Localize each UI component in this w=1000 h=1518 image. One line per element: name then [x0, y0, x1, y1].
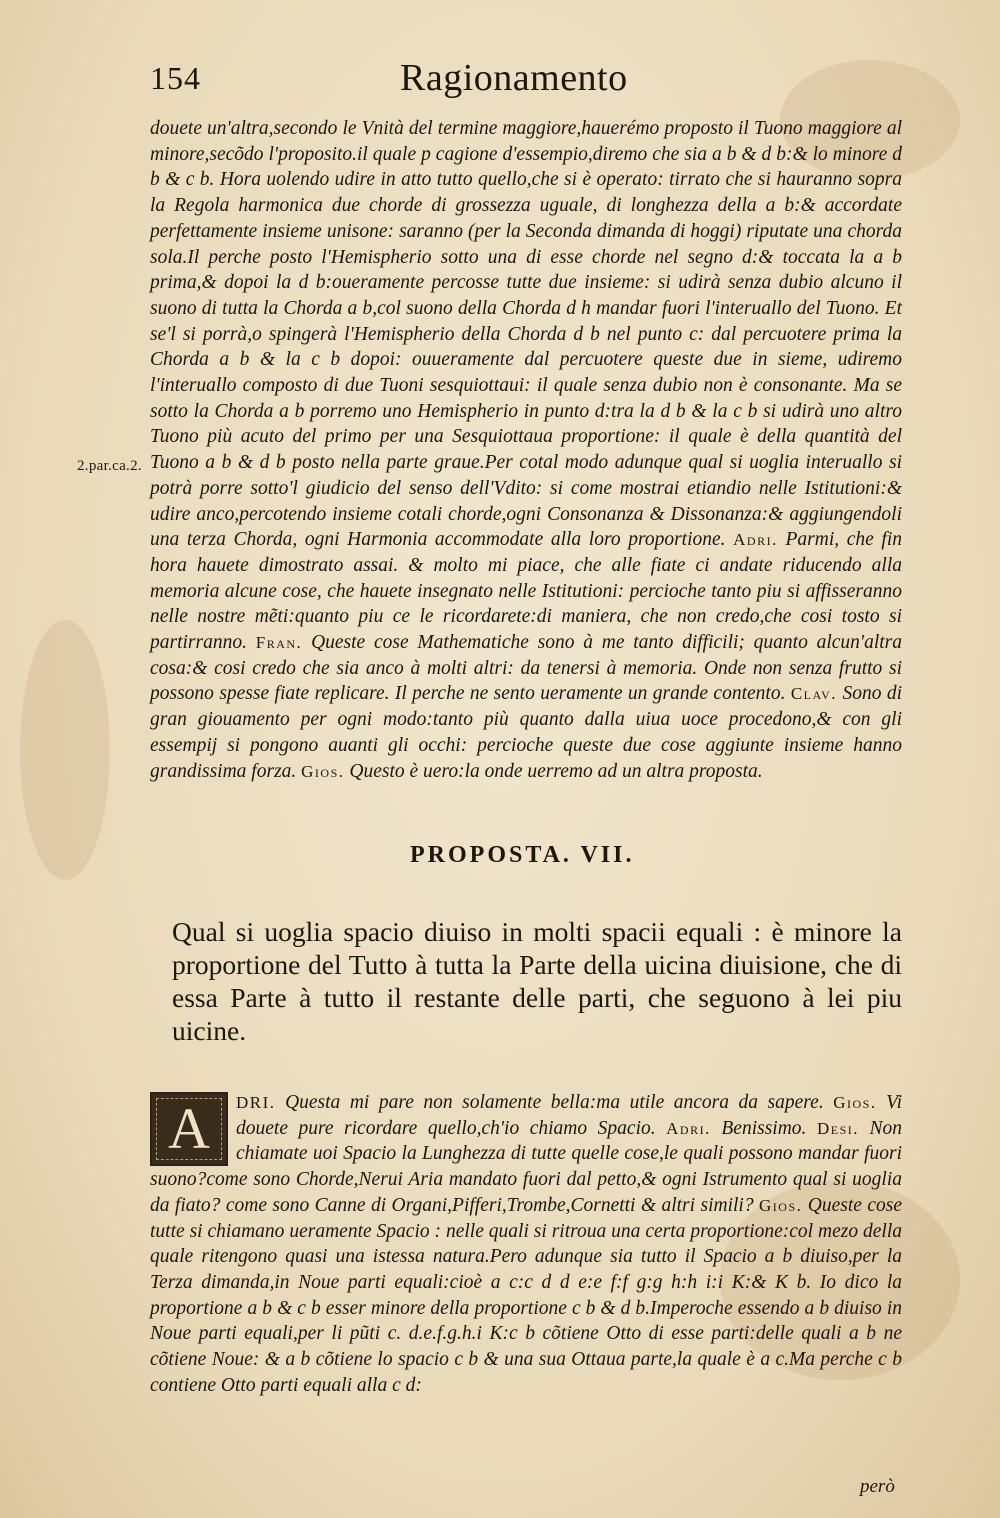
speaker-name: Clav. — [790, 684, 838, 704]
speech-text: Non chiamate uoi Spacio la Lunghezza di tutte quelle cose,le quali possono mandar fuori suono?come sono Chorde,Nerui Aria mandato fuori dal petto,& ogni Istrumento qual si uoglia da fiato? come sono Canne di Organi,Pifferi,Trombe,Cornetti & altri simili? — [150, 1117, 903, 1216]
speaker-name: Gios. — [301, 761, 345, 781]
speech-text: Questa mi pare non solamente bella:ma utile ancora da sapere. — [285, 1092, 824, 1113]
paragraph-text: douete un'altra,secondo le Vnità del termine maggiore,hauerémo proposto il Tuono maggiore al minore,secõdo l'proposito.il quale p cagione d'essempio,diremo che sia a b & d b:& lo minore d b & c b. Hora uolendo udire in atto tutto quello,che si è operato: tirrato che si hauranno sopra la Regola harmonica due chorde di grossezza uguale, di longhezza della a b:& accordate perfettamente insieme unisone: saranno (per la Seconda dimanda di hoggi) riputate una chorda sola.Il perche posto l'Hemispherio sotto una di esse chorde nel segno d:& toccata la a b prima,& dopoi la d b:oueramente percosse tutte due insieme: si udirà senza dubio alcuno il suono di tutta la Chorda a b,col suono della Chorda d h mandar fuori l'interuallo del Tuono. Et se'l si porrà,o spingerà l'Hemispherio della Chorda d b nel punto c: dal percuotere prima la Chorda a b & la c b dopoi: ouueramente dal percuotere queste due in sieme, udiremo l'interuallo composto di due Tuoni sesquiottaui: il quale senza dubio non è consonante. Ma se sotto la Chorda a b porremo uno Hemispherio in punto d:tra la d b & la c b si udirà uno altro Tuono più acuto del primo per una Sesquiottaua proportione: il quale è della quantità del Tuono a b & d b posto nella parte graue.Per cotal modo adunque qual si uoglia interuallo si potrà porre sotto'l giudicio del senso dell'Vdito: si come mostrai etiandio nelle Istitutioni:& udire anco,percotendo insieme cotali chorde,ogni Consonanza & Dissonanza:& aggiungendoli una terza Chorda, ogni Harmonia accommodate alla loro proportione. — [150, 118, 902, 551]
speaker-name: Gios. — [833, 1093, 877, 1112]
speaker-name: Adri. — [666, 1118, 711, 1138]
speech-text: Benissimo. — [721, 1117, 807, 1139]
speaker-name: Gios. — [759, 1195, 803, 1215]
running-head — [150, 56, 910, 104]
speaker-name: Desi. — [816, 1118, 859, 1138]
catchword: però — [860, 1476, 895, 1497]
decorated-initial: A — [150, 1092, 228, 1166]
speech-text: Parmi, che fin hora hauete dimostrato assai. & molto mi piace, che alle fiate ci andate riducendo alla memoria alcune cose, che hauete insegnato nelle Istitutioni: percioche tanto piu si affisseranno nelle nostre mẽti:quanto piu ce le ricordarete:di maniera, che non credo,che cosi tosto si partirranno. — [150, 529, 902, 654]
speaker-name: DRI. — [236, 1093, 276, 1112]
page-number: 154 — [150, 60, 201, 96]
speaker-name: Adri. — [733, 530, 778, 550]
speaker-name: Fran. — [255, 633, 303, 653]
dialogue-paragraph — [150, 116, 902, 784]
speech-text: Queste cose Mathematiche sono à me tanto difficili; quanto alcun'altra cosa:& cosi credo che sia anco à molti altri: da tenersi à memoria. Onde non senza frutto si possono spesse fiate replicare. Il perche ne sento ueramente un grande contento. — [150, 632, 903, 705]
running-title: Ragionamento — [400, 57, 628, 99]
section-heading: PROPOSTA. VII. — [410, 842, 635, 868]
speech-text: Queste cose tutte si chiamano ueramente Spacio : nelle quali si ritroua una certa proportione:col mezo della quale ritengono quasi una istessa natura.Pero adunque sia tutto il Spacio a b diuiso,per la Terza dimanda,in Noue parti equali:cioè a c:c d d e:e f:f g:g h:h i:i K:& K b. Io dico la proportione a b & c b esser minore della proportione c b & d b.Imperoche essendo a b diuiso in Noue parti equali,per li pũti c. d.e.f.g.h.i K:c b cõtiene Otto di esse parti:delle quali a b ne cõtiene Noue: & a b cõtiene lo spacio c b & una sua Ottaua parte,la quale è a c.Ma perche c b contiene Otto parti equali alla c d: — [150, 1194, 903, 1396]
marginal-note: 2.par.ca.2. — [77, 458, 142, 474]
proposition-text: Qual si uoglia spacio diuiso in molti spacii equali : è minore la proportione del Tutto à tutta la Parte della uicina diuisione, che di essa Parte à tutto il restante delle parti, che seguono à lei piu uicine. — [172, 916, 902, 1046]
dialogue-paragraph — [150, 1090, 902, 1398]
speech-text: Vi douete pure ricordare quello,ch'io chiamo Spacio. — [236, 1092, 903, 1139]
paper-stain — [20, 620, 110, 880]
speech-text: Sono di gran giouamento per ogni modo:tanto più quanto dalla uiua uoce procedono,& con gli essempij si pongono auanti gli occhi: percioche queste due cose aggiunte insieme hanno grandissima forza. — [150, 683, 903, 782]
speech-text: Questo è uero:la onde uerremo ad un altra proposta. — [349, 760, 763, 782]
